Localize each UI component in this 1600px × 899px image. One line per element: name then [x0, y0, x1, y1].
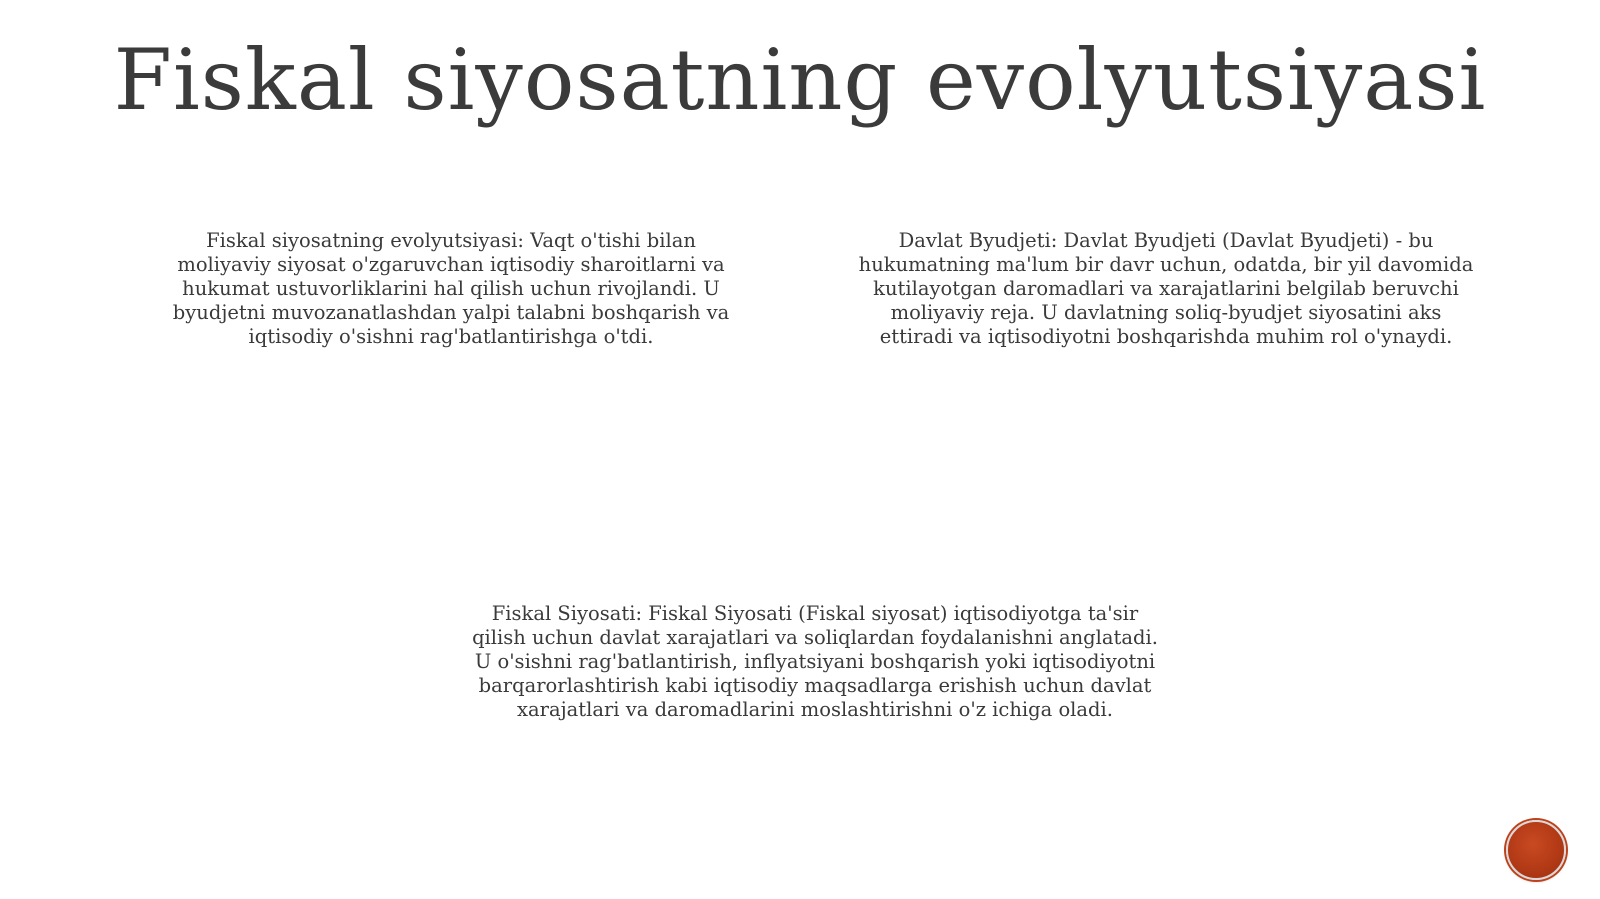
text-block-state-budget: Davlat Byudjeti: Davlat Byudjeti (Davlat Byudjeti) - bu hukumatning ma'lum bir davr uchun, odatda, bir yil davomida kutilayotgan daromadlari va xarajatlarini belgilab beruvchi moliyaviy reja. U davlatning soliq-byudjet siyosatini aks ettiradi va iqtisodiyotni boshqarishda muhim rol o'ynaydi.	[858, 229, 1474, 348]
text-block-evolution: Fiskal siyosatning evolyutsiyasi: Vaqt o'tishi bilan moliyaviy siyosat o'zgaruvchan iqtisodiy sharoitlarni va hukumat ustuvorliklarini hal qilish uchun rivojlandi. U byudjetni muvozanatlashdan yalpi talabni boshqarish va iqtisodiy o'sishni rag'batlantirishga o'tdi.	[172, 229, 730, 348]
slide-nav-button[interactable]	[1506, 820, 1566, 880]
slide-title: Fiskal siyosatning evolyutsiyasi	[113, 31, 1487, 129]
text-block-fiscal-policy: Fiskal Siyosati: Fiskal Siyosati (Fiskal siyosat) iqtisodiyotga ta'sir qilish uchun davlat xarajatlari va soliqlardan foydalanishni anglatadi. U o'sishni rag'batlantirish, inflyatsiyani boshqarish yoki iqtisodiyotni barqarorlashtirish kabi iqtisodiy maqsadlarga erishish uchun davlat xarajatlari va daromadlarini moslashtirishni o'z ichiga oladi.	[472, 602, 1158, 721]
